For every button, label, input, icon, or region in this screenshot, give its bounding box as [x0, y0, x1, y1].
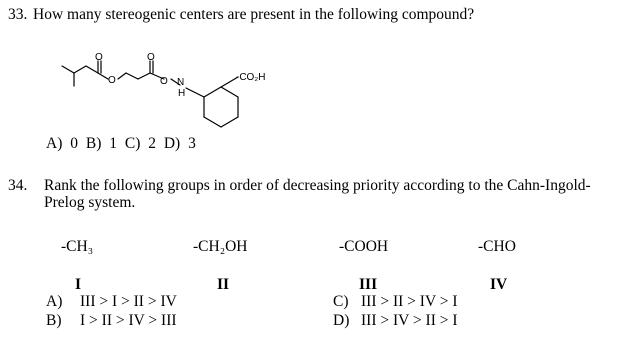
answer-a-text: III > I > II > IV	[80, 293, 177, 310]
answer-b-label: B)	[46, 312, 62, 329]
carboxylic-acid-label: -CO₂H	[236, 72, 266, 83]
question-34-text-line1: Rank the following groups in order of decreasing priority according to the Cahn-Ingold-	[44, 177, 591, 194]
question-34-text-line2: Prelog system.	[44, 194, 136, 211]
question-34-number: 34.	[8, 177, 28, 194]
answer-c-label: C)	[333, 293, 349, 310]
group-ii-label: II	[217, 276, 230, 293]
question-33-text: How many stereogenic centers are present in the following compound?	[33, 6, 475, 23]
answer-c-text: III > II > IV > I	[361, 293, 458, 310]
answer-d-text: III > IV > II > I	[361, 312, 458, 329]
carbonyl-oxygen-1-label: O	[95, 52, 103, 63]
group-iv-formula: -CHO	[478, 238, 516, 255]
group-i-label: I	[75, 276, 82, 293]
question-33-number: 33.	[8, 6, 28, 23]
ester-oxygen-1-label: O	[108, 75, 116, 86]
carbonyl-oxygen-2-label: O	[147, 52, 155, 63]
group-ii-formula: -CH₂OH	[193, 238, 248, 255]
group-i-formula: -CH₃	[61, 238, 94, 255]
nitrogen-label: N	[177, 77, 185, 88]
group-iv-label: IV	[490, 276, 508, 293]
answer-a-label: A)	[46, 293, 63, 310]
question-33-choices: A) 0 B) 1 C) 2 D) 3	[46, 135, 196, 152]
hydrogen-label: H	[178, 88, 186, 99]
ester-oxygen-2-label: O	[160, 76, 168, 87]
answer-b-text: I > II > IV > III	[80, 312, 177, 329]
answer-d-label: D)	[333, 312, 350, 329]
group-iii-label: III	[359, 276, 378, 293]
group-iii-formula: -COOH	[339, 238, 389, 255]
